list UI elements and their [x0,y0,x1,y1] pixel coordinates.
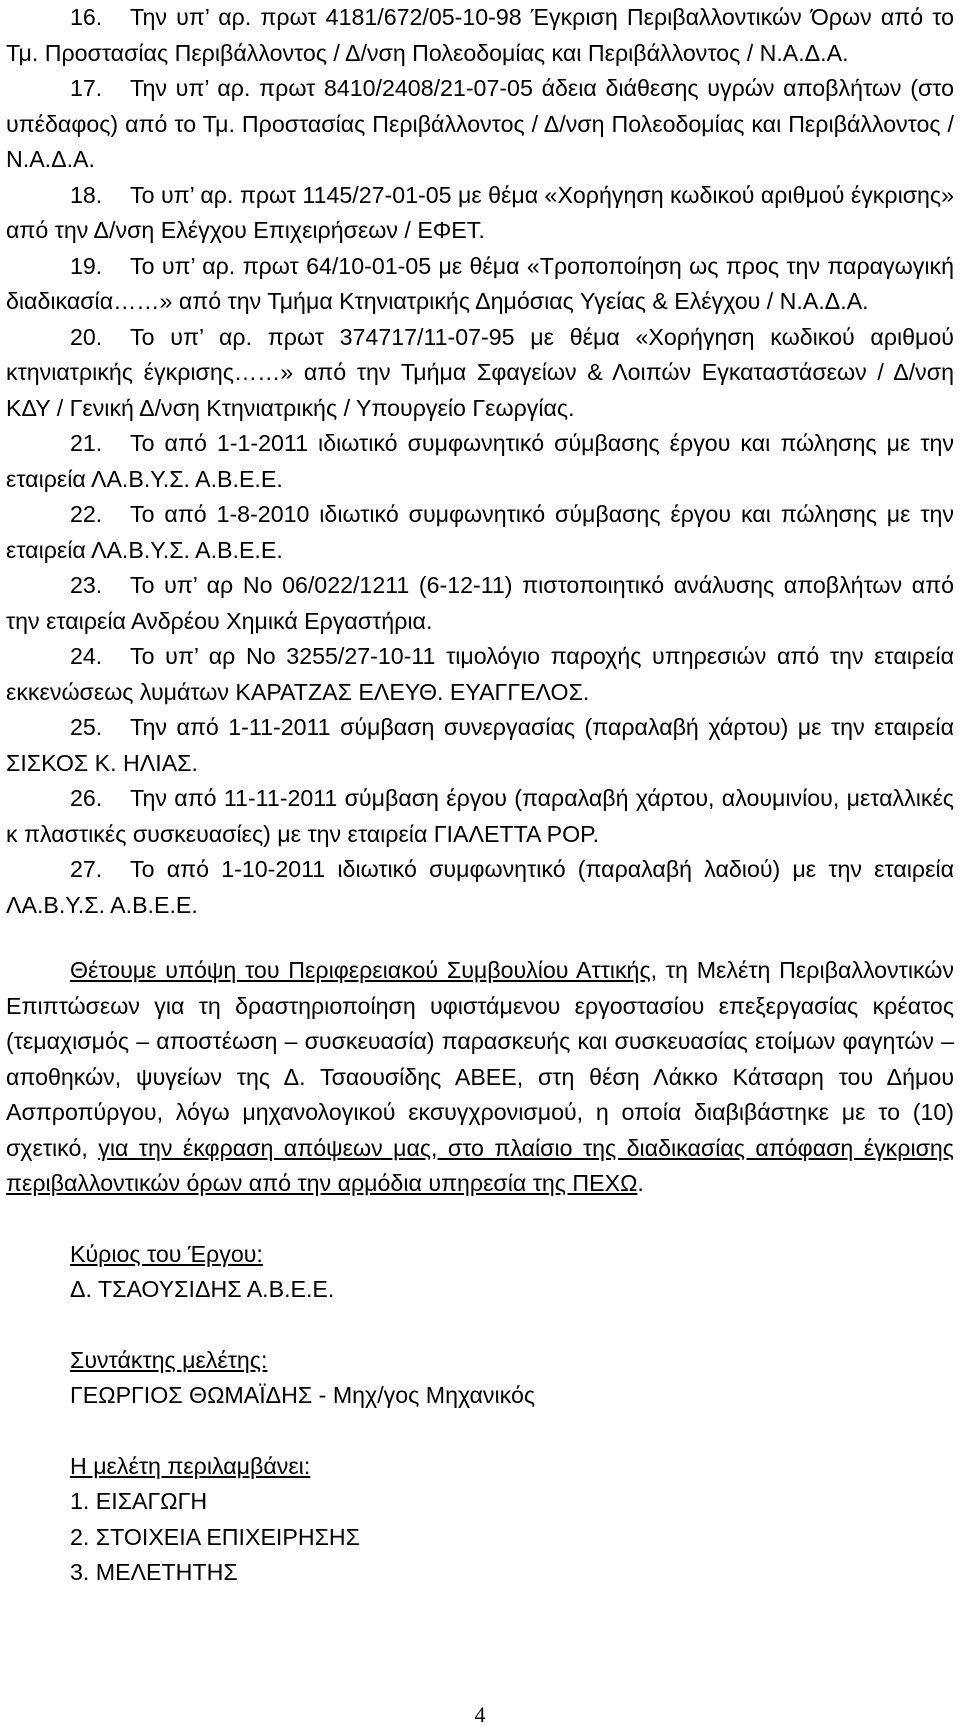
item-text: Το από 1-1-2011 ιδιωτικό συμφωνητικό σύμβασης έργου και πώλησης με την εταιρεία ΛΑ.Β.Υ.Σ. Α.Β.Ε.Ε. [6,430,954,492]
item-text: Την υπ’ αρ. πρωτ 8410/2408/21-07-05 άδεια διάθεσης υγρών αποβλήτων (στο υπέδαφος) από το Τμ. Προστασίας Περιβάλλοντος / Δ/νση Πολεοδομίας και Περιβάλλοντος / Ν.Α.Δ.Α. [6,75,954,172]
page-number: 4 [474,1702,486,1727]
reference-item-19 [6,249,954,320]
intro-body: , τη Μελέτη Περιβαλλοντικών Επιπτώσεων για τη δραστηριοποίηση υφιστάμενου εργοστασίου επεξεργασίας κρέατος (τεμαχισμός – αποστέωση – συσκευασία) παρασκευής και συσκευασίας ετοίμων φαγητών – αποθηκών, ψυγείων της Δ. Τσαουσίδης ΑΒΕΕ, στη θέση Λάκκο Κάτσαρη του Δήμου Ασπροπύργου, λόγω μηχανολογικού εκσυγχρονισμού, η οποία διαβιβάστηκε με το (10) σχετικό, [6,957,954,1161]
reference-item-26 [6,781,954,852]
intro-end: . [637,1170,644,1196]
item-number: 23. [70,572,103,598]
item-number: 27. [70,856,103,882]
reference-item-20 [6,320,954,427]
reference-item-27 [6,852,954,923]
reference-item-24 [6,639,954,710]
reference-item-18 [6,178,954,249]
author-value: ΓΕΩΡΓΙΟΣ ΘΩΜΑΪΔΗΣ - Μηχ/γος Μηχανικός [70,1382,536,1408]
document-page [6,0,954,1591]
item-number: 22. [70,501,103,527]
numbered-references [6,0,954,923]
contents-label: Η μελέτη περιλαμβάνει: [70,1452,311,1479]
study-contents [6,1449,954,1591]
item-number: 16. [70,4,103,30]
reference-item-22 [6,497,954,568]
section-gap [6,923,954,953]
contents-item: 2. ΣΤΟΙΧΕΙΑ ΕΠΙΧΕΙΡΗΣΗΣ [70,1523,360,1550]
item-number: 25. [70,714,103,740]
reference-item-17 [6,71,954,178]
intro-underlined-lead: Θέτουμε υπόψη του Περιφερειακού Συμβουλίου Αττικής [70,957,651,983]
item-number: 19. [70,252,103,279]
section-gap [6,1202,954,1237]
item-text: Την υπ’ αρ. πρωτ 4181/672/05-10-98 Έγκριση Περιβαλλοντικών Όρων από το Τμ. Προστασίας Περιβάλλοντος / Δ/νση Πολεοδομίας και Περιβάλλοντος / Ν.Α.Δ.Α. [6,4,954,66]
item-text: Το υπ’ αρ. πρωτ 1145/27-01-05 με θέμα «Χορήγηση κωδικού αριθμού έγκρισης» από την Δ/νση Ελέγχου Επιχειρήσεων / ΕΦΕΤ. [6,181,955,243]
item-text: Το υπ’ αρ Νο 3255/27-10-11 τιμολόγιο παροχής υπηρεσιών από την εταιρεία εκκενώσεως λυμάτων ΚΑΡΑΤΖΑΣ ΕΛΕΥΘ. ΕΥΑΓΓΕΛΟΣ. [6,643,954,705]
section-gap [6,1414,954,1449]
item-number: 26. [70,785,103,811]
study-author [6,1343,954,1414]
item-number: 24. [70,643,103,669]
reference-item-23 [6,568,954,639]
item-number: 17. [70,75,103,101]
item-number: 21. [70,430,103,456]
item-text: Την από 11-11-2011 σύμβαση έργου (παραλαβή χάρτου, αλουμινίου, μεταλλικές κ πλαστικές συσκευασίες) με την εταιρεία ΓΙΑΛΕΤΤΑ ΡΟΡ. [6,785,954,847]
author-label: Συντάκτης μελέτης: [70,1346,268,1373]
reference-item-16 [6,0,954,71]
item-text: Το υπ’ αρ. πρωτ 374717/11-07-95 με θέμα «Χορήγηση κωδικού αριθμού κτηνιατρικής έγκρισης……» από την Τμήμα Σφαγείων & Λοιπών Εγκαταστάσεων / Δ/νση ΚΔΥ / Γενική Δ/νση Κτηνιατρικής / Υπουργείο Γεωργίας. [6,323,954,421]
item-text: Την από 1-11-2011 σύμβαση συνεργασίας (παραλαβή χάρτου) με την εταιρεία ΣΙΣΚΟΣ Κ. ΗΛΙΑΣ. [6,714,954,776]
reference-item-21 [6,426,954,497]
owner-label: Κύριος του Έργου: [70,1240,263,1267]
owner-value: Δ. ΤΣΑΟΥΣΙΔΗΣ Α.Β.Ε.Ε. [70,1276,335,1302]
contents-item: 3. ΜΕΛΕΤΗΤΗΣ [70,1559,238,1585]
section-gap [6,1308,954,1343]
contents-item: 1. ΕΙΣΑΓΩΓΗ [70,1488,208,1514]
item-text: Το υπ’ αρ. πρωτ 64/10-01-05 με θέμα «Τροποποίηση ως προς την παραγωγική διαδικασία……» από την Τμήμα Κτηνιατρικής Δημόσιας Υγείας & Ελέγχου / Ν.Α.Δ.Α. [6,252,954,314]
item-text: Το υπ’ αρ Νο 06/022/1211 (6-12-11) πιστοποιητικό ανάλυσης αποβλήτων από την εταιρεία Ανδρέου Χημικά Εργαστήρια. [6,572,954,634]
project-owner [6,1237,954,1308]
item-number: 20. [70,323,103,350]
item-text: Το από 1-8-2010 ιδιωτικό συμφωνητικό σύμβασης έργου και πώλησης με την εταιρεία ΛΑ.Β.Υ.Σ. Α.Β.Ε.Ε. [6,501,954,563]
item-number: 18. [70,181,103,208]
reference-item-25 [6,710,954,781]
intro-underlined-purpose: για την έκφραση απόψεων μας, στο πλαίσιο της διαδικασίας απόφαση έγκρισης περιβαλλοντικών όρων από την αρμόδια υπηρεσία της ΠΕΧΩ [6,1134,954,1196]
item-text: Το από 1-10-2011 ιδιωτικό συμφωνητικό (παραλαβή λαδιού) με την εταιρεία ΛΑ.Β.Υ.Σ. Α.Β.Ε.Ε. [6,856,954,918]
intro-paragraph [6,953,954,1202]
